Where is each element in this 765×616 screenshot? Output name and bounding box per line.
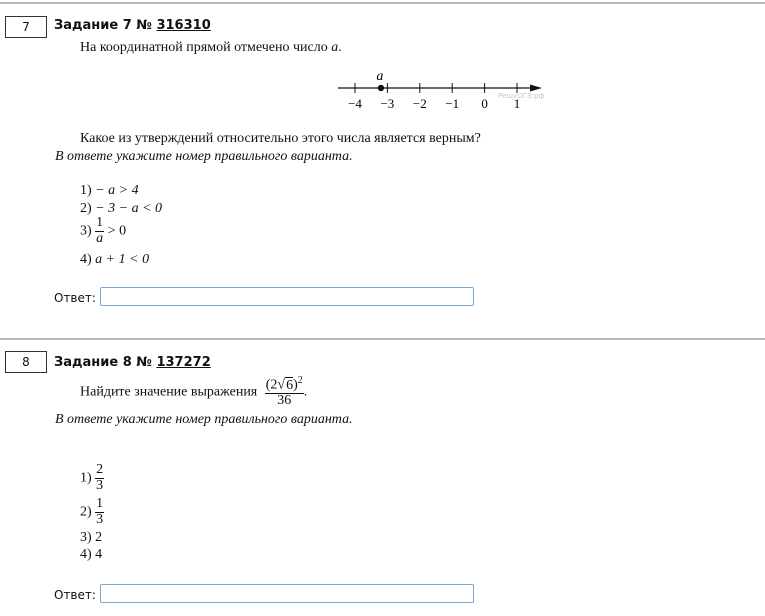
- option-text: − a > 4: [95, 183, 139, 198]
- fraction-denominator: 3: [96, 511, 104, 527]
- option-2: [80, 201, 162, 217]
- option-4: [80, 547, 102, 563]
- statement-period: .: [303, 384, 308, 400]
- top-divider: [0, 2, 765, 4]
- fraction: [95, 497, 104, 527]
- fraction-numerator: 1: [96, 215, 104, 230]
- point-a-marker: [378, 85, 384, 91]
- task-statement: [80, 376, 307, 409]
- fraction-denominator: a: [96, 230, 104, 246]
- option-2: [80, 497, 104, 527]
- number-line-figure: [332, 68, 552, 116]
- watermark-text: РешуОГЭ.рф: [498, 92, 545, 100]
- statement-text: Найдите значение выражения: [80, 384, 258, 400]
- option-text: 2: [95, 530, 103, 545]
- task-heading-prefix: Задание 7 №: [54, 18, 152, 33]
- point-a-label: a: [376, 69, 384, 84]
- option-text: − 3 − a < 0: [95, 201, 163, 216]
- section-divider: [0, 338, 765, 340]
- statement-variable: a: [331, 40, 339, 55]
- number-line-tick-label: −4: [348, 96, 362, 111]
- fraction-numerator: 1: [96, 496, 104, 511]
- task-heading-prefix: Задание 8 №: [54, 355, 152, 370]
- number-line-arrow: [530, 85, 542, 92]
- task-id-link[interactable]: 316310: [156, 18, 211, 33]
- sqrt-radicand: 6: [286, 377, 294, 393]
- statement-text: На координатной прямой отмечено число: [80, 40, 328, 55]
- option-number: 4): [80, 547, 92, 562]
- sqrt-symbol: √: [277, 377, 286, 393]
- expression-fraction: [265, 376, 304, 409]
- option-text: a + 1 < 0: [95, 252, 150, 267]
- fraction-denominator: 3: [96, 477, 104, 493]
- option-number: 3): [80, 530, 92, 545]
- answer-input[interactable]: [100, 287, 474, 306]
- fraction-numerator: 2: [96, 462, 104, 477]
- fraction: [95, 216, 104, 246]
- option-1: [80, 183, 139, 199]
- option-number: 4): [80, 252, 92, 267]
- task-hint: В ответе укажите номер правильного варианта.: [55, 149, 353, 164]
- number-line-tick-label: −1: [445, 96, 460, 111]
- option-number: 2): [80, 201, 92, 216]
- task-hint: В ответе укажите номер правильного варианта.: [55, 412, 353, 427]
- option-text: 4: [95, 547, 103, 562]
- task-heading: [54, 355, 211, 370]
- fraction-numerator: $(2√6)^2$: [265, 375, 303, 393]
- task-question: Какое из утверждений относительно этого числа является верным?: [80, 131, 481, 146]
- option-number: 1): [80, 183, 92, 198]
- answer-input[interactable]: [100, 584, 474, 603]
- fraction-denominator: 36: [265, 393, 304, 409]
- number-line-tick-label: −3: [380, 96, 395, 111]
- option-1: [80, 463, 104, 493]
- option-3: [80, 530, 102, 546]
- option-text: > 0: [107, 223, 127, 239]
- task-statement: [80, 40, 342, 56]
- number-line-tick-label: −2: [412, 96, 427, 111]
- statement-period: .: [338, 40, 342, 55]
- option-4: [80, 252, 149, 268]
- task-number-box: 8: [5, 351, 47, 373]
- option-number: 1): [80, 470, 92, 486]
- option-number: 2): [80, 504, 92, 520]
- exponent: 2: [297, 375, 303, 386]
- task-heading: [54, 18, 211, 33]
- answer-label: Ответ:: [54, 588, 96, 602]
- task-id-link[interactable]: 137272: [156, 355, 211, 370]
- answer-label: Ответ:: [54, 291, 96, 305]
- option-number: 3): [80, 223, 92, 239]
- number-line-tick-label: 0: [481, 96, 488, 111]
- fraction: [95, 463, 104, 493]
- option-3: [80, 216, 126, 246]
- number-line-tick-label: 1: [513, 96, 521, 111]
- task-number-box: 7: [5, 16, 47, 38]
